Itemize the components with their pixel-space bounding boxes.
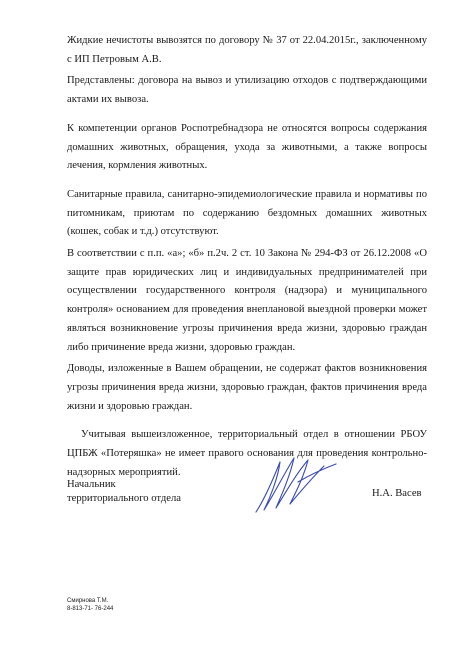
paragraph-conclusion: Учитывая вышеизложенное, территориальный отдел в отношении РБОУ ЦПБЖ «Потеряшка» не имеет правого основания для проведения контрольно-надзорных мероприятий.: [67, 429, 427, 478]
signatory-name: Н.А. Васев: [372, 488, 422, 499]
paragraph-law-reference: В соответствии с п.п. «а»; «б» п.2ч. 2 ст. 10 Закона № 294-ФЗ от 26.12.2008 «О защите прав юридических лиц и индивидуальных предпринимателей при осуществлении государственного контроля (надзора) и муниципального контроля» основанием для проведения внеплановой выездной проверки может являться возникновение угрозы причинения вреда жизни, здоровью граждан либо причинение вреда жизни, здоровью граждан.: [67, 248, 427, 353]
signatory-title: [67, 478, 181, 506]
letter-body: [67, 32, 427, 482]
paragraph-sanitary-rules: Санитарные правила, санитарно-эпидемиологические правила и нормативы по питомникам, приютам по содержанию бездомных домашних животных (кошек, собак и т.д.) отсутствуют.: [67, 188, 427, 238]
paragraph-liquid-waste: Жидкие нечистоты вывозятся по договору № 37 от 22.04.2015г., заключенному с ИП Петровым А.В.: [67, 35, 427, 65]
paragraph-contracts: Представлены: договора на вывоз и утилизацию отходов с подтверждающими актами их вывоза.: [67, 75, 427, 106]
paragraph-competence: К компетенции органов Роспотребнадзора не относятся вопросы содержания домашних животных, обращения, ухода за животными, а также вопросы лечения, кормления животных.: [67, 122, 427, 172]
paragraph-arguments: Доводы, изложенные в Вашем обращении, не содержат фактов возникновения угрозы причинения вреда жизни, здоровью граждан, фактов причинения вреда жизни и здоровью граждан.: [67, 363, 427, 412]
handwritten-signature: [250, 452, 342, 516]
signatory-title-line1: Начальник: [67, 479, 116, 490]
executor-name: Смирнова Т.М.: [67, 598, 109, 604]
executor-phone: 8-813-71- 76-244: [67, 606, 114, 612]
signatory-title-line2: территориального отдела: [67, 493, 181, 504]
executor-info: [67, 597, 113, 613]
